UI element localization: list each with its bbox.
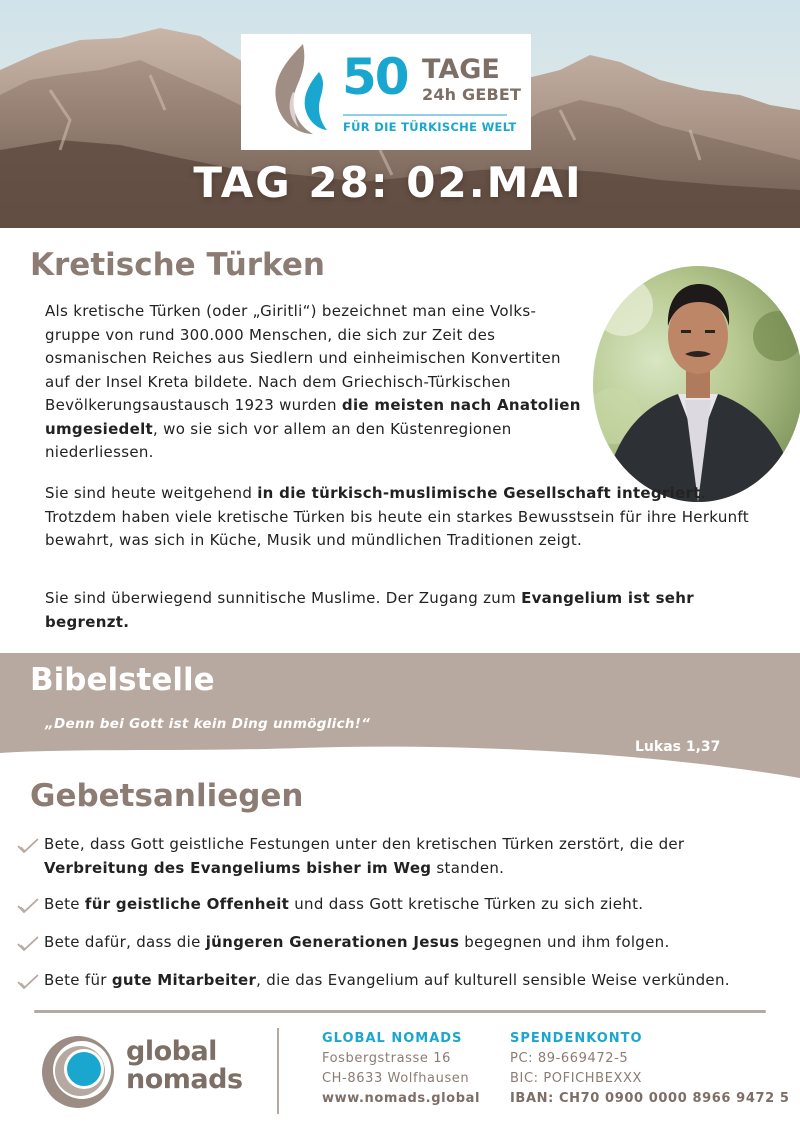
prayer-item-4: Bete für gute Mitarbeiter, die das Evangelium auf kulturell sensible Weise verkünden.: [44, 971, 730, 989]
logo-divider: [343, 114, 507, 116]
footer-separator: [277, 1028, 279, 1114]
flame-icon: [263, 42, 331, 138]
org-city: CH-8633 Wolfhausen: [322, 1071, 470, 1086]
checkmark-icon: [16, 973, 40, 991]
account-bic: BIC: POFICHBEXXX: [510, 1071, 643, 1086]
section-title-prayer: Gebetsanliegen: [30, 778, 304, 814]
campaign-logo: [241, 34, 531, 150]
header-banner: [0, 0, 800, 228]
bible-title: Bibelstelle: [30, 662, 215, 698]
checkmark-icon: [16, 935, 40, 953]
person-illustration: [593, 266, 800, 502]
people-paragraph-3: Sie sind überwiegend sunnitische Muslime. Der Zugang zum Evangelium ist sehr begrenzt.: [45, 589, 694, 631]
footer-divider: [34, 1010, 766, 1013]
logo-subtitle: FÜR DIE TÜRKISCHE WELT: [343, 120, 517, 134]
portrait-photo: [593, 266, 800, 502]
people-paragraph-1: Als kretische Türken (oder „Giritli“) bezeichnet man eine Volksgruppe von rund 300.000 Menschen, die sich zur Zeit des osmanischen Reiches aus Siedlern und einheimischen Konvertiten auf der Insel Kreta bildete. Nach dem Griechisch-Türkischen Bevölkerungsaustausch 1923 wurden die meisten nach Anatolien umgesiedelt, wo sie sich vor allem an den Küstenregionen niederliessen.: [45, 302, 581, 461]
org-street: Fosbergstrasse 16: [322, 1051, 451, 1066]
global-nomads-logo-icon: [38, 1032, 118, 1112]
account-pc: PC: 89-669472-5: [510, 1051, 629, 1066]
logo-gebet: 24h GEBET: [422, 85, 522, 104]
people-paragraph-2: Sie sind heute weitgehend in die türkisch-muslimische Gesellschaft integriert. Trotzdem haben viele kretische Türken bis heute ein starkes Bewusstsein für ihre Herkunft bewahrt, was sich in Küche, Musik und mündlichen Traditionen zeigt.: [45, 484, 749, 549]
logo-word-global: global: [126, 1036, 217, 1067]
logo-tage: TAGE: [422, 54, 500, 85]
donation-account: [510, 1029, 790, 1109]
day-title: TAG 28: 02.MAI: [193, 158, 583, 207]
bible-reference: Lukas 1,37: [635, 739, 721, 755]
org-heading: GLOBAL NOMADS: [322, 1031, 463, 1046]
prayer-item-2: Bete für geistliche Offenheit und dass Gott kretische Türken zu sich zieht.: [44, 895, 644, 913]
section-title-people: Kretische Türken: [30, 247, 325, 283]
account-iban: IBAN: CH70 0900 0000 8966 9472 5: [510, 1091, 790, 1106]
org-address: [322, 1029, 480, 1109]
bible-quote: „Denn bei Gott ist kein Ding unmöglich!“: [45, 716, 371, 732]
global-nomads-logo-text: [126, 1038, 243, 1094]
account-heading: SPENDENKONTO: [510, 1031, 643, 1046]
logo-number: 50: [342, 48, 408, 106]
prayer-item-1: Bete, dass Gott geistliche Festungen unter den kretischen Türken zerstört, die der Verbreitung des Evangeliums bisher im Weg standen.: [44, 835, 685, 877]
logo-word-nomads: nomads: [126, 1064, 243, 1095]
checkmark-icon: [16, 897, 40, 915]
checkmark-icon: [16, 837, 40, 855]
org-website-link[interactable]: www.nomads.global: [322, 1091, 481, 1106]
prayer-item-3: Bete dafür, dass die jüngeren Generationen Jesus begegnen und ihm folgen.: [44, 933, 670, 951]
